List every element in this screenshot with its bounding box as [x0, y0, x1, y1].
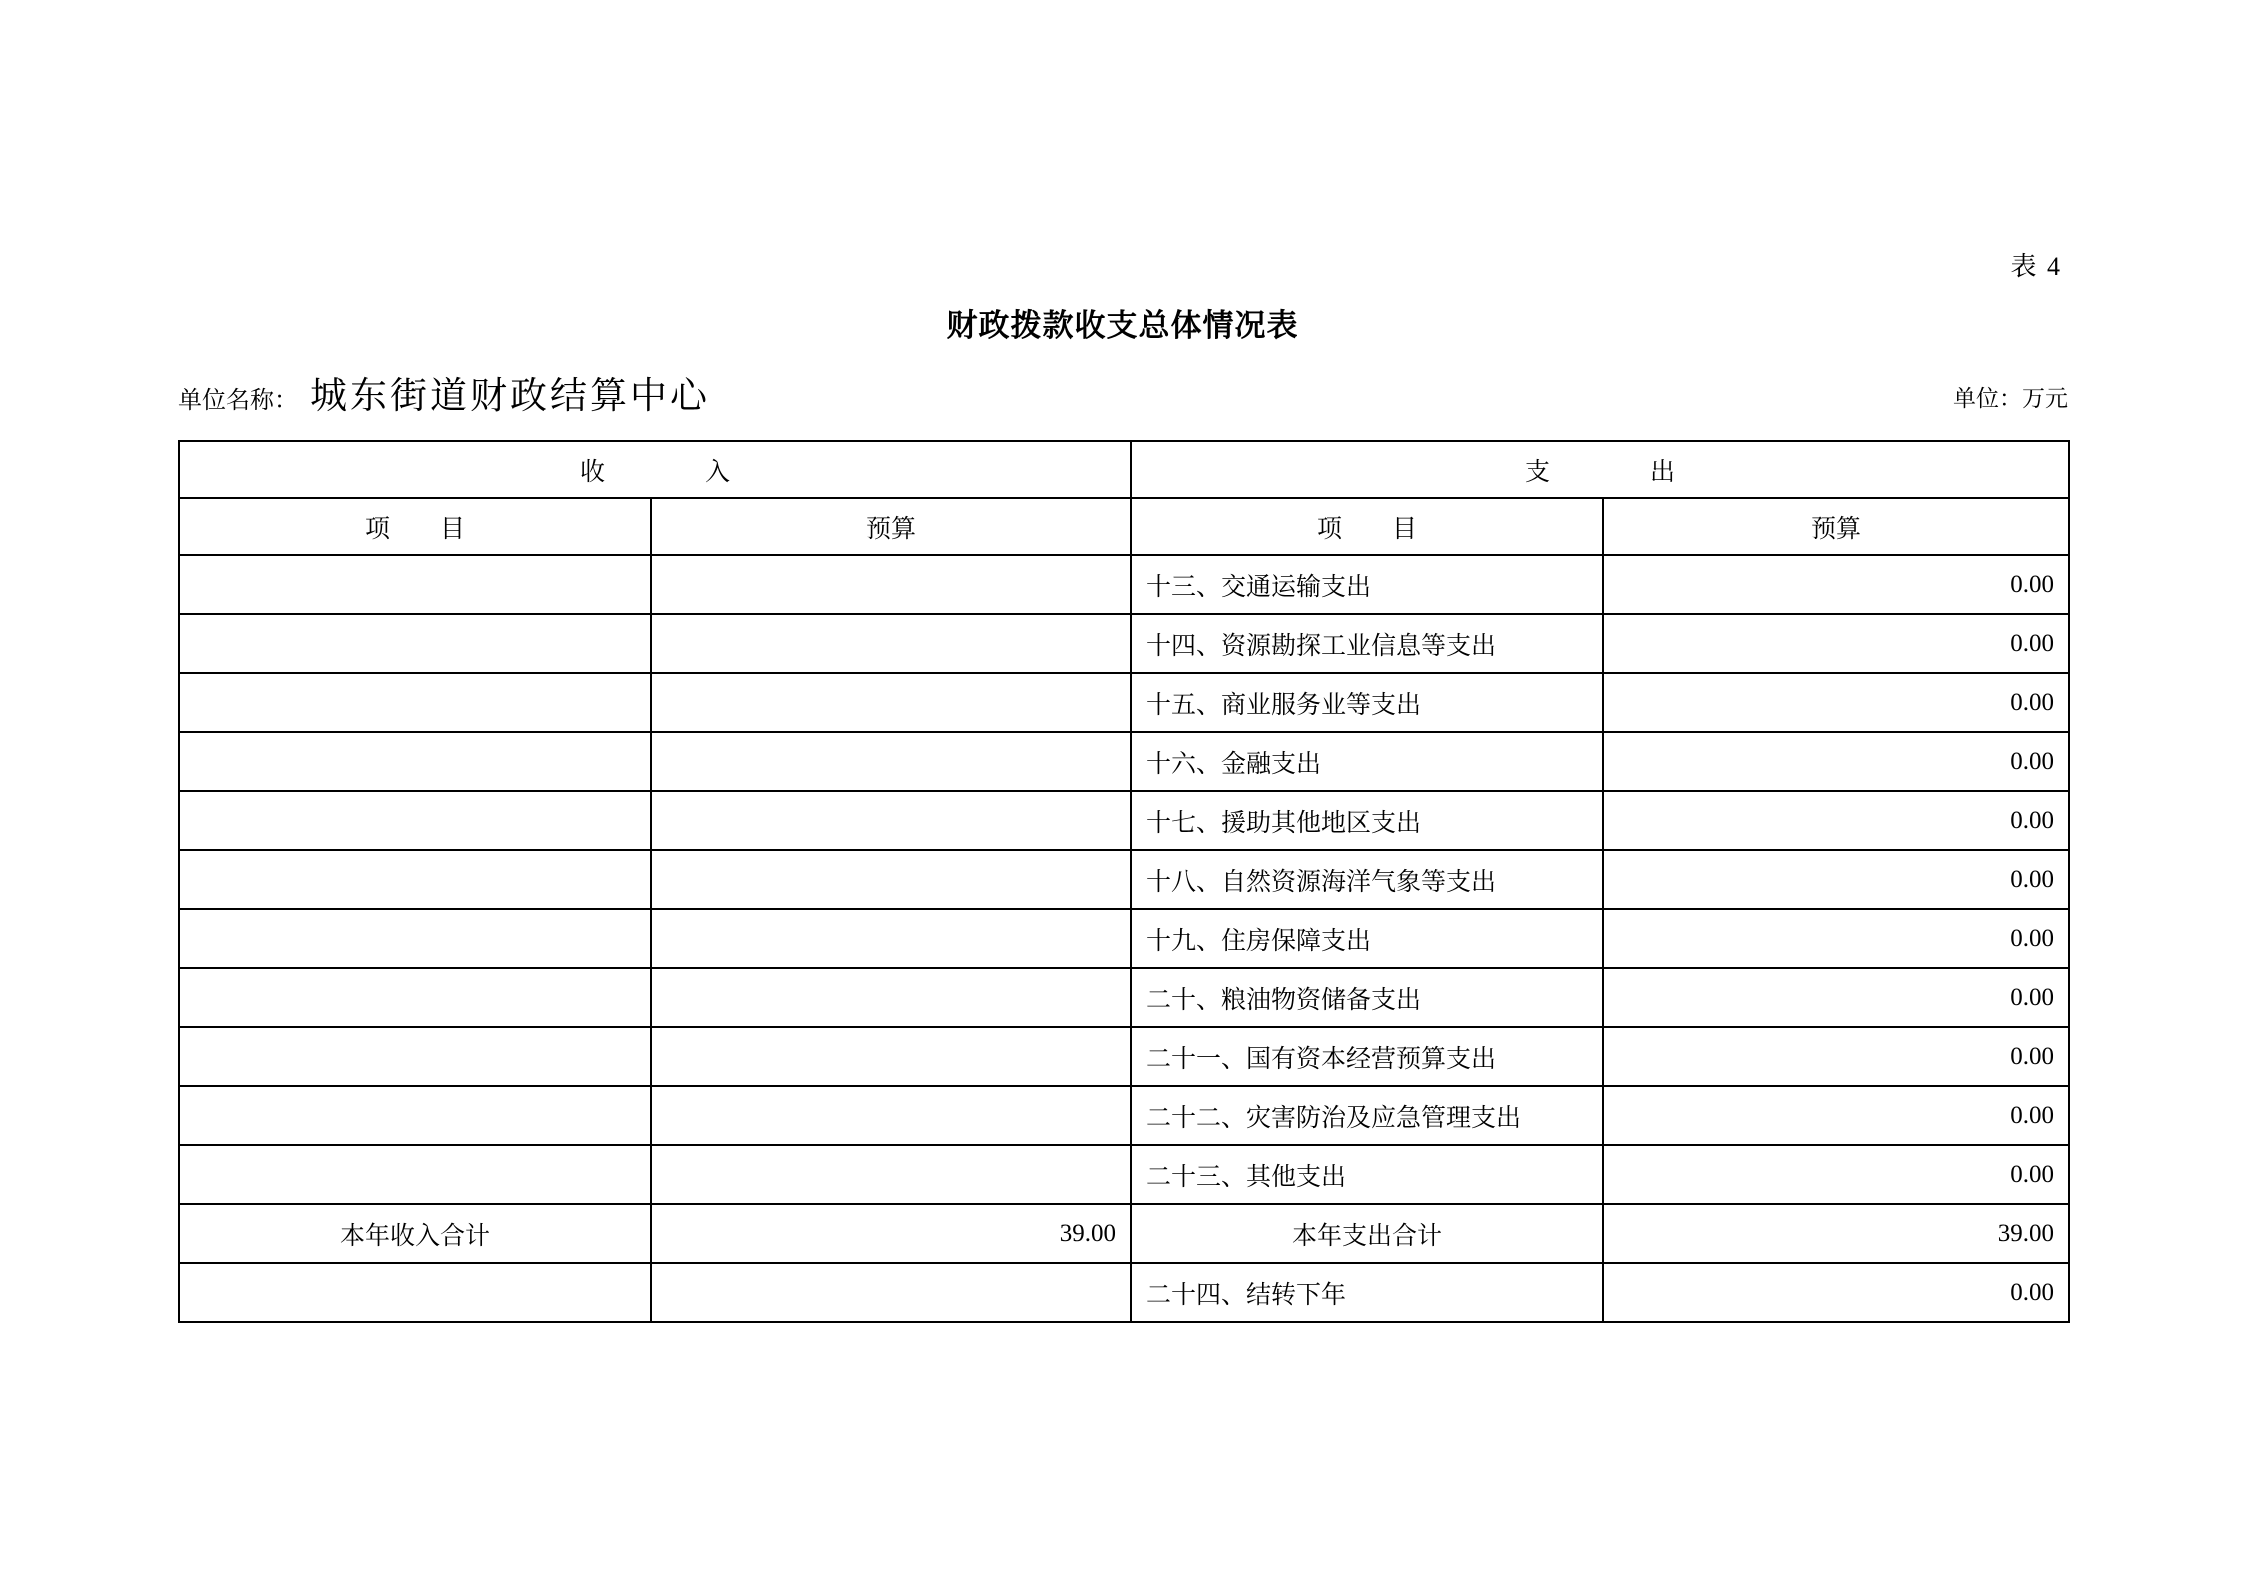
- expense-budget-cell: 0.00: [1603, 1145, 2069, 1204]
- expense-budget-cell: 0.00: [1603, 673, 2069, 732]
- income-item-cell: [179, 1145, 651, 1204]
- expense-budget-cell: 0.00: [1603, 791, 2069, 850]
- expense-total-label-cell: 本年支出合计: [1131, 1204, 1603, 1263]
- expense-budget-cell: 0.00: [1603, 614, 2069, 673]
- income-budget-header: 预算: [651, 498, 1131, 555]
- fiscal-appropriation-table: [178, 440, 2070, 1323]
- table-row: [179, 1027, 2069, 1086]
- income-total-value-cell: 39.00: [651, 1204, 1131, 1263]
- expense-item-cell: 二十、粮油物资储备支出: [1131, 968, 1603, 1027]
- income-budget-cell: [651, 1086, 1131, 1145]
- expense-budget-cell: 0.00: [1603, 909, 2069, 968]
- income-item-cell: [179, 791, 651, 850]
- table-row: [179, 1086, 2069, 1145]
- table-number-label: 表 4: [2010, 252, 2062, 281]
- expense-item-cell: 二十二、灾害防治及应急管理支出: [1131, 1086, 1603, 1145]
- income-item-header: 项 目: [179, 498, 651, 555]
- org-name-value: 城东街道财政结算中心: [310, 376, 710, 417]
- income-budget-cell: [651, 909, 1131, 968]
- income-budget-cell: [651, 614, 1131, 673]
- expense-budget-cell: 0.00: [1603, 968, 2069, 1027]
- income-budget-cell: [651, 1263, 1131, 1322]
- income-item-cell: [179, 732, 651, 791]
- income-budget-cell: [651, 1027, 1131, 1086]
- table-row: [179, 1263, 2069, 1322]
- expense-item-cell: 二十四、结转下年: [1131, 1263, 1603, 1322]
- income-item-cell: [179, 850, 651, 909]
- income-item-cell: [179, 968, 651, 1027]
- expense-item-header: 项 目: [1131, 498, 1603, 555]
- expense-item-cell: 二十一、国有资本经营预算支出: [1131, 1027, 1603, 1086]
- expense-item-cell: 十六、金融支出: [1131, 732, 1603, 791]
- expense-total-value-cell: 39.00: [1603, 1204, 2069, 1263]
- table-row: [179, 673, 2069, 732]
- currency-unit-label: 单位：万元: [1953, 386, 2068, 411]
- expense-item-cell: 十五、商业服务业等支出: [1131, 673, 1603, 732]
- expense-item-cell: 十三、交通运输支出: [1131, 555, 1603, 614]
- table-row: [179, 1145, 2069, 1204]
- income-item-cell: [179, 909, 651, 968]
- expense-budget-cell: 0.00: [1603, 850, 2069, 909]
- page-title: 财政拨款收支总体情况表: [946, 308, 1299, 343]
- org-name-label: 单位名称：: [178, 388, 298, 414]
- income-budget-cell: [651, 673, 1131, 732]
- income-item-cell: [179, 555, 651, 614]
- expense-budget-cell: 0.00: [1603, 1263, 2069, 1322]
- income-budget-cell: [651, 850, 1131, 909]
- income-section-header: 收 入: [179, 441, 1131, 498]
- expense-budget-cell: 0.00: [1603, 555, 2069, 614]
- table-row: [179, 614, 2069, 673]
- income-item-cell: [179, 614, 651, 673]
- income-item-cell: [179, 1027, 651, 1086]
- expense-section-header: 支 出: [1131, 441, 2069, 498]
- expense-item-cell: 二十三、其他支出: [1131, 1145, 1603, 1204]
- table-row: [179, 555, 2069, 614]
- income-budget-cell: [651, 555, 1131, 614]
- table-row: [179, 850, 2069, 909]
- income-budget-cell: [651, 732, 1131, 791]
- totals-row: [179, 1204, 2069, 1263]
- table-row: [179, 732, 2069, 791]
- org-name-line: [178, 365, 710, 419]
- expense-budget-cell: 0.00: [1603, 732, 2069, 791]
- income-item-cell: [179, 1263, 651, 1322]
- income-budget-cell: [651, 791, 1131, 850]
- income-budget-cell: [651, 1145, 1131, 1204]
- section-header-row: [179, 441, 2069, 498]
- table-row: [179, 791, 2069, 850]
- expense-budget-cell: 0.00: [1603, 1027, 2069, 1086]
- expense-budget-cell: 0.00: [1603, 1086, 2069, 1145]
- column-header-row: [179, 498, 2069, 555]
- meta-line: [178, 365, 2068, 419]
- income-budget-cell: [651, 968, 1131, 1027]
- expense-item-cell: 十七、援助其他地区支出: [1131, 791, 1603, 850]
- table-row: [179, 968, 2069, 1027]
- table-row: [179, 909, 2069, 968]
- expense-budget-header: 预算: [1603, 498, 2069, 555]
- income-item-cell: [179, 1086, 651, 1145]
- income-total-label-cell: 本年收入合计: [179, 1204, 651, 1263]
- expense-item-cell: 十四、资源勘探工业信息等支出: [1131, 614, 1603, 673]
- income-item-cell: [179, 673, 651, 732]
- expense-item-cell: 十八、自然资源海洋气象等支出: [1131, 850, 1603, 909]
- expense-item-cell: 十九、住房保障支出: [1131, 909, 1603, 968]
